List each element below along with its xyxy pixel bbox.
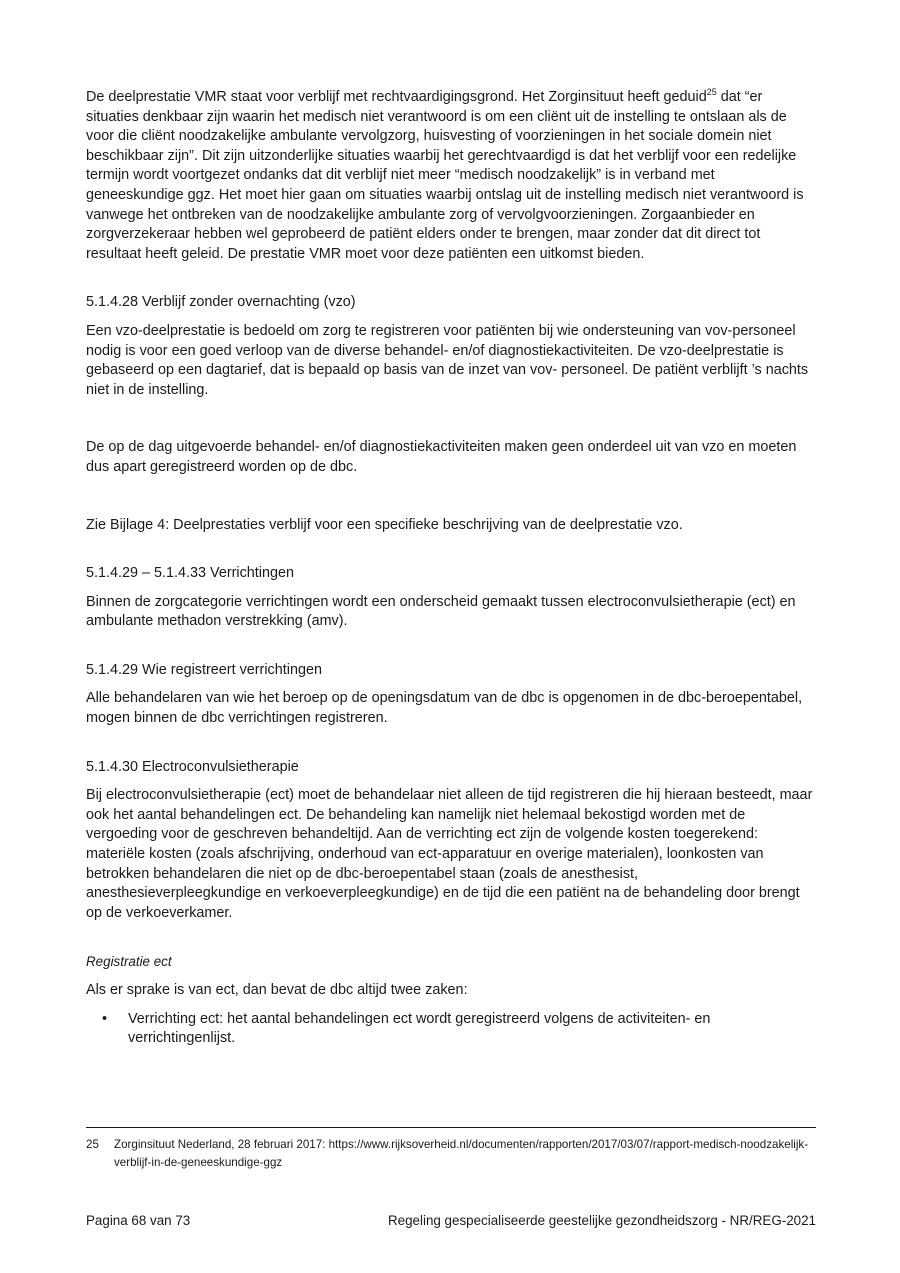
subheading-registratie-ect: Registratie ect [86,954,172,970]
section-heading-wie-registreert: 5.1.4.29 Wie registreert verrichtingen [86,661,322,678]
list-item [86,1010,816,1049]
paragraph-wie-registreert: Alle behandelaren van wie het beroep op de openingsdatum van de dbc is opgenomen in de dbc-beroepentabel, mogen binnen de dbc verrichtingen registreren. [86,690,803,727]
section-heading-vzo: 5.1.4.28 Verblijf zonder overnachting (vzo) [86,294,356,311]
bullet-marker: • [102,1010,108,1027]
paragraph-registratie-intro: Als er sprake is van ect, dan bevat de dbc altijd twee zaken: [86,982,468,998]
footnote-ref[interactable]: 25 [706,87,717,98]
footnote-text[interactable]: Zorginsituut Nederland, 28 februari 2017: https://www.rijksoverheid.nl/documenten/rapporten/2017/03/07/rapport-medisch-noodzakelijk-verblijf-in-de-geneeskundige-ggz [114,1138,809,1169]
section-heading-ect: 5.1.4.30 Electroconvulsietherapie [86,758,299,775]
footnote-number: 25 [86,1138,99,1151]
section-heading-verrichtingen: 5.1.4.29 – 5.1.4.33 Verrichtingen [86,565,295,582]
paragraph-vmr-text-start: De deelprestatie VMR staat voor verblijf met rechtvaardigingsgrond. Het Zorginsituut heeft geduid [86,89,707,105]
footnote [86,1136,816,1171]
paragraph-vzo-3: Zie Bijlage 4: Deelprestaties verblijf voor een specifieke beschrijving van de deelprestatie vzo. [86,516,683,533]
page-footer [86,1213,816,1228]
paragraph-vzo-2: De op de dag uitgevoerde behandel- en/of diagnostiekactiviteiten maken geen onderdeel uit van vzo en moeten dus apart geregistreerd worden op de dbc. [86,439,797,475]
document-body [86,88,816,1049]
document-title: Regeling gespecialiseerde geestelijke gezondheidszorg - NR/REG-2021 [387,1213,816,1228]
paragraph-verrichtingen: Binnen de zorgcategorie verrichtingen wordt een onderscheid gemaakt tussen electroconvulsietherapie (ect) en ambulante methadon verstrekking (amv). [86,593,796,630]
footnote-divider [86,1127,816,1128]
paragraph-vmr [86,88,816,264]
bullet-list [86,1010,816,1049]
paragraph-ect: Bij electroconvulsietherapie (ect) moet de behandelaar niet alleen de tijd registreren die hij hieraan besteedt, maar ook het aantal behandelingen ect. De behandeling kan namelijk niet helemaal bekostigd worden met de vergoeding voor de geschreven behandeltijd. Aan de verrichting ect zijn de volgende kosten toegerekend: materiële kosten (zoals afschrijving, onderhoud van ect-apparatuur en overige materialen), loonkosten van betrokken behandelaren die niet op de dbc-beroepentabel staan (zoals de anesthesist, anesthesieverpleegkundige en verkoeverpleegkundige) en de tijd die een patiënt na de behandeling door brengt op de verkoeverkamer. [86,787,813,921]
paragraph-vzo-1: Een vzo-deelprestatie is bedoeld om zorg te registreren voor patiënten bij wie ondersteuning van vov-personeel nodig is voor een goed verloop van de diverse behandel- en/of diagnostiekactiviteiten. De vzo-deelprestatie is gebaseerd op een dagtarief, dat is bepaald op basis van de inzet van vov- personeel. De patiënt verblijft ’s nachts niet in de instelling. [86,322,809,398]
list-item-text: Verrichting ect: het aantal behandelingen ect wordt geregistreerd volgens de activiteiten- en verrichtingenlijst. [128,1010,711,1047]
paragraph-vmr-text-end: dat “er situaties denkbaar zijn waarin het medisch niet verantwoord is om een cliënt uit de instelling te ontslaan als de voor die cliënt noodzakelijke ambulante vervolgzorg, huisvesting of voorzieningen in het sociale domein niet beschikbaar zijn”. Dit zijn uitzonderlijke situaties waarbij het gerechtvaardigd is dat het verblijf voor een redelijke termijn wordt voortgezet ondanks dat dit verblijf niet meer “medisch noodzakelijk” is in verband met geneeskundige ggz. Het moet hier gaan om situaties waarbij ontslag uit de instelling medisch niet verantwoord is vanwege het ontbreken van de noodzakelijke ambulante zorg of vervolgvoorzieningen. Zorgaanbieder en zorgverzekeraar hebben wel geprobeerd de patiënt elders onder te brengen, maar zonder dat dit direct tot resultaat heeft geleid. De prestatie VMR moet voor deze patiënten een uitkomst bieden. [86,89,804,262]
page-number: Pagina 68 van 73 [86,1213,191,1228]
